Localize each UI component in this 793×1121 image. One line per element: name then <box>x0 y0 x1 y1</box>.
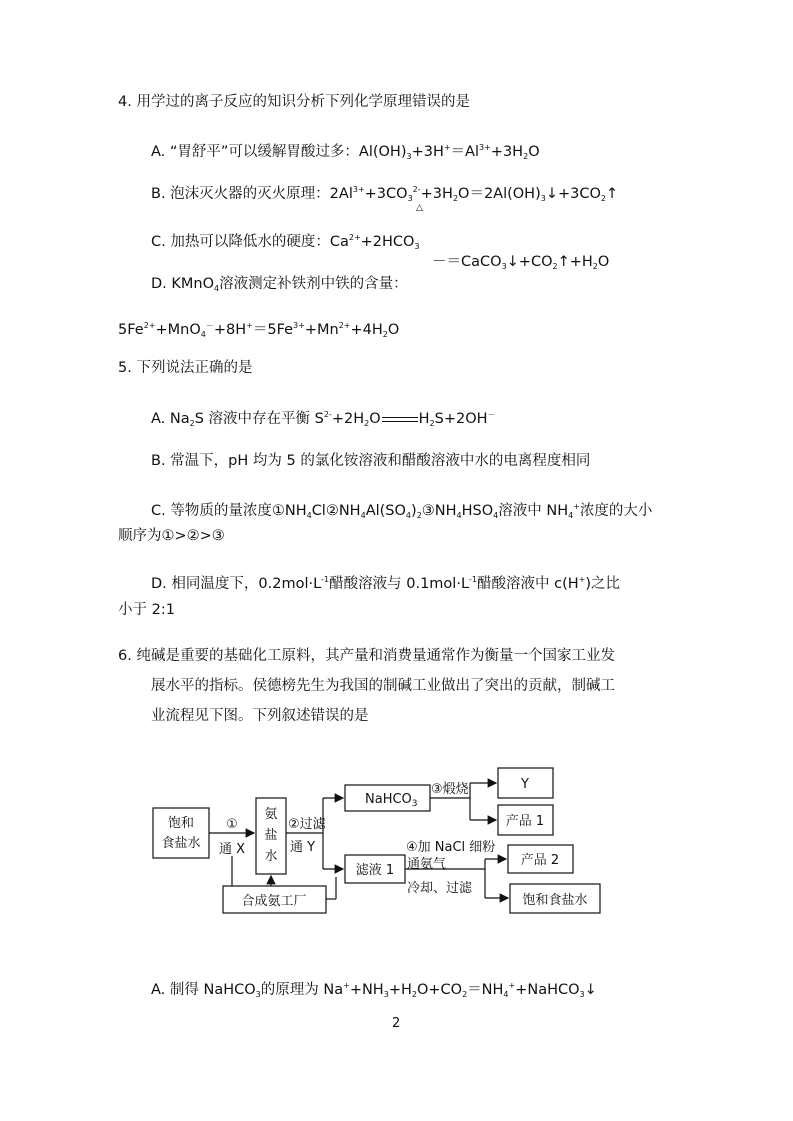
page-number: 2 <box>392 1016 401 1031</box>
q4-stem: 4. 用学过的离子反应的知识分析下列化学原理错误的是 <box>118 94 470 110</box>
q6-option-a: A. 制得 NaHCO$_3$的原理为 $Na^++NH_3+H_2O+CO_2=NH_4^++NaHCO_3↓$ <box>151 981 597 999</box>
label-step4-add-nacl: ④加 NaCl 细粉 <box>406 840 496 855</box>
box-product2-label: 产品 2 <box>520 853 560 868</box>
q5-stem: 5. 下列说法正确的是 <box>118 360 253 376</box>
equilibrium-arrow-icon <box>382 414 418 424</box>
box-brine-out-label: 饱和食盐水 <box>522 893 588 908</box>
box-ammonia-plant-label: 合成氨工厂 <box>241 894 307 909</box>
box-ammonia-label-2: 盐 <box>264 828 278 843</box>
q5-option-d-cont: 小于 2:1 <box>118 602 175 618</box>
q4-b-equation: $2Al^{3+}+3CO_3^{2-}+3H_2O=2Al(OH)_3↓+3CO_2↑$ <box>329 185 619 203</box>
box-filtrate1-label: 滤液 1 <box>355 863 395 878</box>
box-product1-label: 产品 1 <box>505 814 545 829</box>
label-step3-calcine: ③煅烧 <box>431 782 469 797</box>
q4-d-equation: $5Fe^{2+}+MnO_4^-+8H^+=5Fe^{3+}+Mn^{2+}+4H_2O$ <box>118 321 400 339</box>
heat-mark-icon: △ <box>416 203 423 213</box>
q5-option-b: B. 常温下，pH 均为 5 的氯化铵溶液和醋酸溶液中水的电离程度相同 <box>151 453 591 469</box>
label-step1: ① <box>226 817 238 832</box>
q4-option-b <box>151 180 618 209</box>
q4-option-d: D. KMnO$_4$溶液测定补铁剂中铁的含量： <box>151 276 408 293</box>
q5-option-a: A. $Na_2S$ 溶液中存在平衡 $S^{2-}+2H_2O$ $H_2S+2OH^-$ <box>151 410 496 428</box>
label-pass-y: 通 Y <box>290 840 316 855</box>
q4-b-text: B. 泡沫灭火器的灭火原理： <box>151 186 330 202</box>
box-ammonia-label-1: 氨 <box>264 807 278 822</box>
q4-a-equation: $Al(OH)_3+3H^+=Al^{3+}+3H_2O$ <box>358 143 540 161</box>
box-brine-label-1: 饱和 <box>167 816 195 831</box>
box-y-label: Y <box>521 777 529 792</box>
q4-c-equation-part2: $-=CaCO_3↓+CO_2↑+H_2O$ <box>432 254 610 271</box>
label-step2-filter: ②过滤 <box>288 817 326 832</box>
q4-option-a <box>151 138 540 167</box>
q5-option-c: C. 等物质的量浓度$①NH_4Cl②NH_4Al(SO_4)_2③NH_4HSO_4$溶液中 $NH_4^+$浓度的大小 <box>151 502 653 520</box>
q4-a-text: A. “胃舒平”可以缓解胃酸过多： <box>151 144 359 160</box>
q5-option-d: D. 相同温度下，$0.2mol\cdot L^{-1}$醋酸溶液与 $0.1mol\cdot L^{-1}$醋酸溶液中 c(H+)之比 <box>151 575 621 592</box>
box-ammonia-label-3: 水 <box>264 849 278 864</box>
soda-process-flowchart <box>150 765 610 920</box>
label-pass-ammonia: 通氨气 <box>407 857 447 872</box>
q6-stem-line1: 6. 纯碱是重要的基础化工原料，其产量和消费量通常作为衡量一个国家工业发 <box>118 648 615 664</box>
q4-c-text: C. 加热可以降低水的硬度： <box>151 234 330 250</box>
q6-stem-line3: 业流程见下图。下列叙述错误的是 <box>151 708 369 724</box>
label-pass-x: 通 X <box>218 842 246 857</box>
label-cool-filter: 冷却、过滤 <box>407 881 473 896</box>
q5-option-c-cont: 顺序为①>②>③ <box>118 528 225 544</box>
q6-stem-line2: 展水平的指标。侯德榜先生为我国的制碱工业做出了突出的贡献，制碱工 <box>151 678 615 694</box>
q4-option-c <box>151 228 420 257</box>
box-nahco3-label: NaHCO$_3$ <box>365 792 418 809</box>
box-brine-label-2: 食盐水 <box>161 836 201 851</box>
q4-c-equation-part1: $Ca^{2+}+2HCO_3$ <box>329 233 420 251</box>
